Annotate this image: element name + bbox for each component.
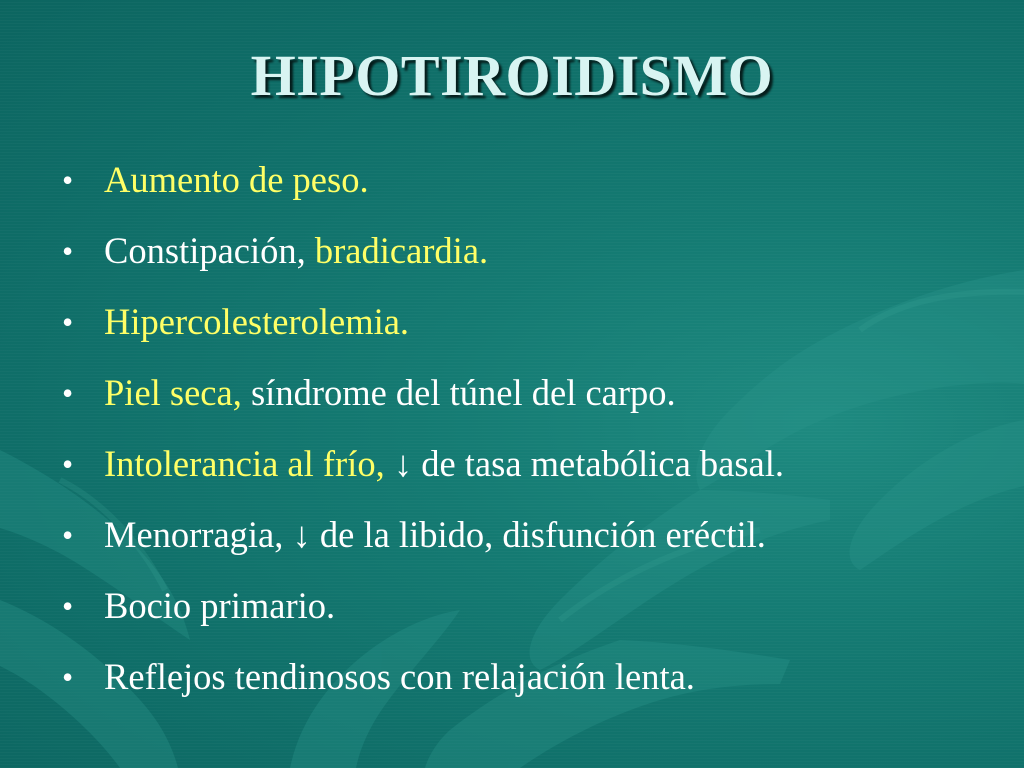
bullet-item [62, 361, 1002, 432]
bullet-item [62, 219, 1002, 290]
bullet-item [62, 432, 1002, 503]
bullet-dot-icon: • [62, 588, 74, 624]
bullet-dot-icon: • [62, 375, 74, 411]
bullet-text: Reflejos tendinosos con relajación lenta. [104, 656, 695, 697]
bullet-dot-icon: • [62, 517, 74, 553]
bullet-text: ↓ de tasa metabólica basal. [384, 443, 785, 484]
bullet-dot-icon: • [62, 233, 74, 269]
highlighted-text: Intolerancia al frío, [104, 443, 385, 484]
bullet-dot-icon: • [62, 446, 74, 482]
highlighted-text: Hipercolesterolemia. [104, 301, 410, 342]
slide-title: HIPOTIROIDISMO [250, 43, 774, 108]
bullet-item [62, 503, 1002, 574]
bullet-text: Constipación, [104, 230, 315, 271]
bullet-list [62, 148, 1002, 716]
bullet-text: síndrome del túnel del carpo. [241, 372, 676, 413]
bullet-text: Bocio primario. [104, 585, 336, 626]
bullet-item [62, 574, 1002, 645]
highlighted-text: Piel seca, [104, 372, 242, 413]
bullet-item [62, 290, 1002, 361]
bullet-item [62, 645, 1002, 716]
bullet-dot-icon: • [62, 304, 74, 340]
bullet-item [62, 148, 1002, 219]
bullet-dot-icon: • [62, 659, 74, 695]
highlighted-text: Aumento de peso. [104, 159, 369, 200]
bullet-dot-icon: • [62, 162, 74, 198]
highlighted-text: bradicardia. [314, 230, 489, 271]
bullet-text: Menorragia, ↓ de la libido, disfunción eréctil. [104, 514, 766, 555]
